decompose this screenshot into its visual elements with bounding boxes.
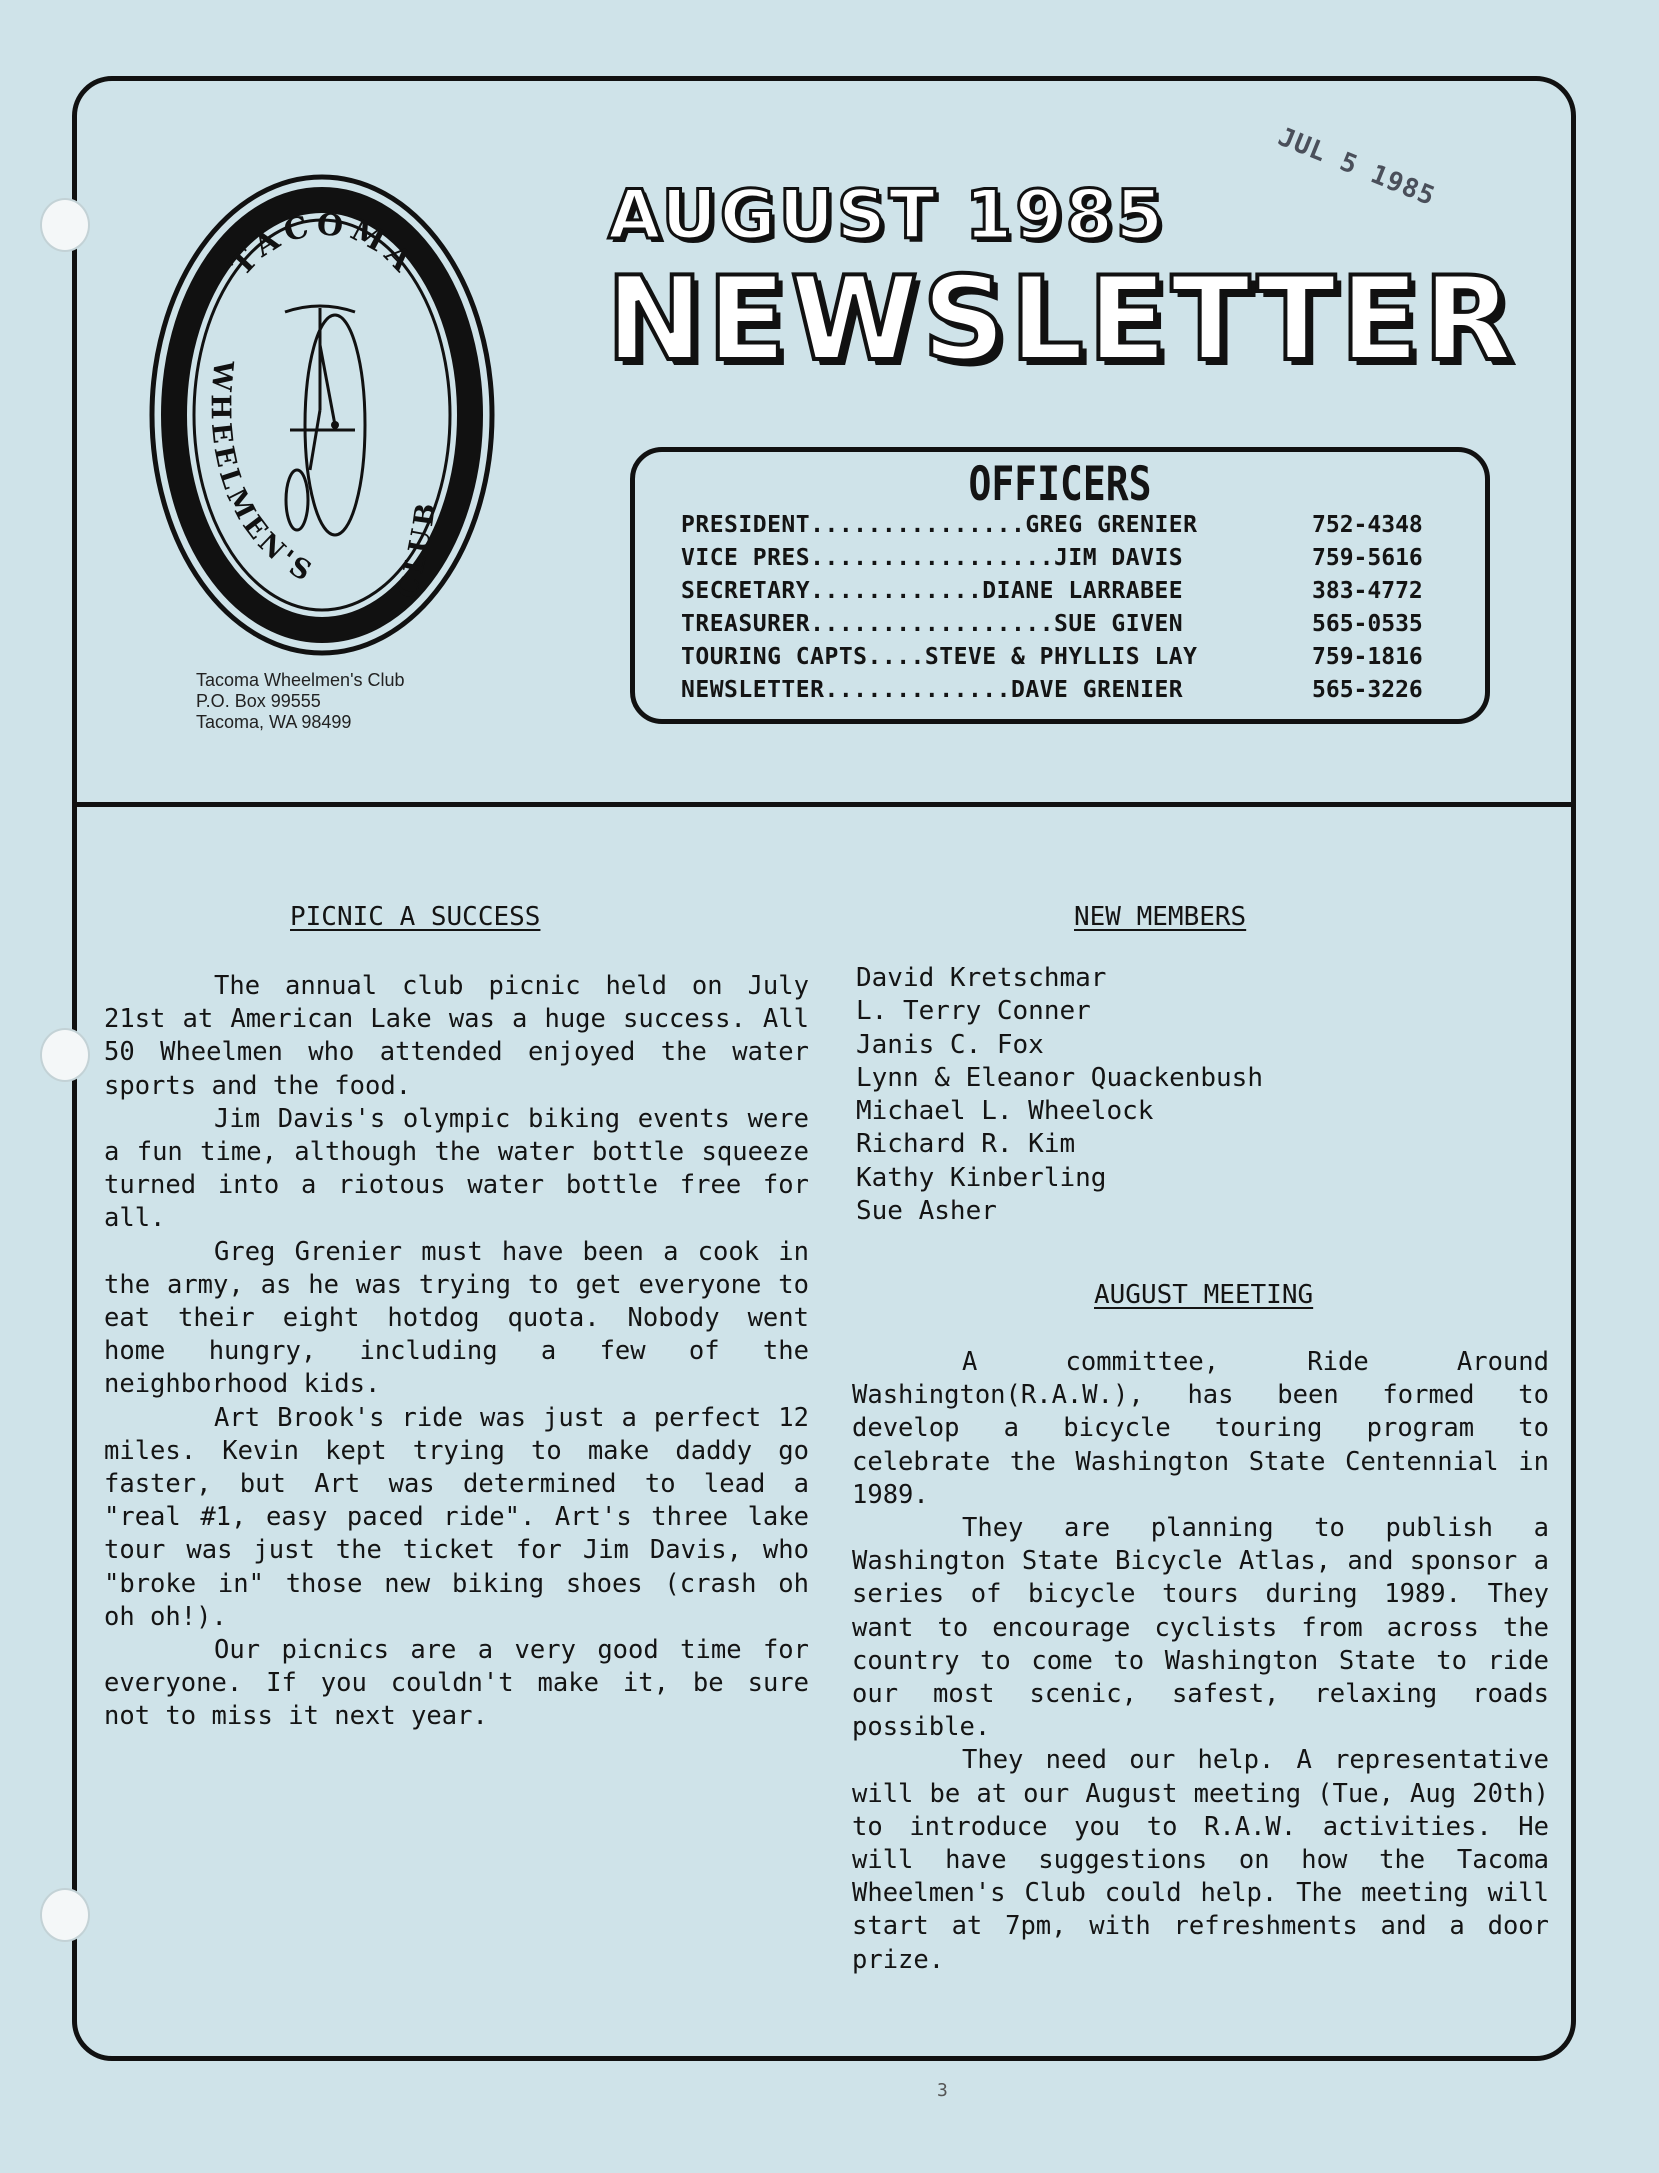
logo-text-top: TACOMA (224, 207, 423, 283)
officer-phone: 383-4772 (1312, 578, 1423, 604)
article-paragraph: Our picnics are a very good time for everyone. If you couldn't make it, be sure not to miss it next year. (104, 1635, 809, 1732)
new-members-list (856, 962, 1263, 1228)
officer-row: VICE PRES.................JIM DAVIS (681, 545, 1184, 571)
officers-box (630, 447, 1490, 724)
article-paragraph: They need our help. A representative will be at our August meeting (Tue, Aug 20th) to introduce you to R.A.W. activities. He will have suggestions on how the Tacoma Wheelmen's Club could help. The meeting will start at 7pm, with refreshments and a door prize. (852, 1745, 1549, 1975)
list-item: Janis C. Fox (856, 1029, 1044, 1060)
officer-row: TREASURER.................SUE GIVEN (681, 611, 1184, 637)
address-line: Tacoma Wheelmen's Club (196, 670, 405, 690)
issue-month: AUGUST 1985 (608, 176, 1167, 255)
list-item: Sue Asher (856, 1196, 997, 1227)
article-paragraph: A committee, Ride Around Washington(R.A.W.), has been formed to develop a bicycle touring program to celebrate the Washington State Centennial in 1989. (852, 1347, 1549, 1510)
article-paragraph: They are planning to publish a Washington State Bicycle Atlas, and sponsor a series of bicycle tours during 1989. They want to encourage cyclists from across the country to come to Washington State to ride our most scenic, safest, relaxing roads possible. (852, 1513, 1549, 1743)
address-line: Tacoma, WA 98499 (196, 712, 352, 732)
officer-row: SECRETARY............DIANE LARRABEE (681, 578, 1184, 604)
article-paragraph: Greg Grenier must have been a cook in the army, as he was trying to get everyone to eat their eight hotdog quota. Nobody went home hungry, including a few of the neighborhood kids. (104, 1236, 809, 1400)
punch-hole-bottom (40, 1888, 90, 1942)
new-members-heading: NEW MEMBERS (1074, 902, 1247, 932)
officer-row: PRESIDENT...............GREG GRENIER (681, 512, 1198, 538)
list-item: L. Terry Conner (856, 996, 1091, 1027)
list-item: Kathy Kinberling (856, 1162, 1107, 1193)
page-mark: 3 (937, 2080, 948, 2101)
officer-phone: 752-4348 (1312, 512, 1423, 538)
officer-phone: 759-1816 (1312, 644, 1423, 670)
officer-phone: 759-5616 (1312, 545, 1423, 571)
logo-text-left: WHEELMEN'S (204, 359, 320, 590)
picnic-heading: PICNIC A SUCCESS (290, 902, 541, 932)
punch-hole-middle (40, 1028, 90, 1082)
article-paragraph: Art Brook's ride was just a perfect 12 miles. Kevin kept trying to make daddy go faster, but Art was determined to lead a "real #1, easy paced ride". Art's three lake tour was just the ticket for Jim Davis, who "broke in" those new biking shoes (crash oh oh oh!). (104, 1402, 809, 1632)
officers-heading: OFFICERS (968, 456, 1152, 511)
list-item: David Kretschmar (856, 963, 1107, 993)
officer-phone: 565-3226 (1312, 677, 1423, 703)
article-paragraph: The annual club picnic held on July 21st at American Lake was a huge success. All 50 Wheelmen who attended enjoyed the water sports and the food. (104, 971, 809, 1101)
officer-row: NEWSLETTER.............DAVE GRENIER (681, 677, 1184, 703)
club-address (196, 670, 405, 733)
bicycle-logo-icon (145, 170, 500, 660)
punch-hole-top (40, 198, 90, 252)
list-item: Lynn & Eleanor Quackenbush (856, 1062, 1263, 1093)
article-paragraph: Jim Davis's olympic biking events were a fun time, although the water bottle squeeze turned into a riotous water bottle free for all. (104, 1103, 809, 1234)
picnic-article (104, 970, 809, 1734)
meeting-heading: AUGUST MEETING (1094, 1280, 1314, 1310)
header-divider (75, 802, 1573, 807)
officer-phone: 565-0535 (1312, 611, 1423, 637)
newsletter-title: NEWSLETTER (606, 252, 1517, 387)
list-item: Michael L. Wheelock (856, 1096, 1154, 1127)
club-logo (145, 170, 500, 660)
address-line: P.O. Box 99555 (196, 691, 321, 711)
list-item: Richard R. Kim (856, 1129, 1076, 1160)
logo-text-right: CLUB (391, 497, 443, 602)
meeting-article (852, 1346, 1549, 1977)
date-stamp: JUL 5 1985 (1273, 122, 1440, 213)
officer-row: TOURING CAPTS....STEVE & PHYLLIS LAY (681, 644, 1198, 670)
